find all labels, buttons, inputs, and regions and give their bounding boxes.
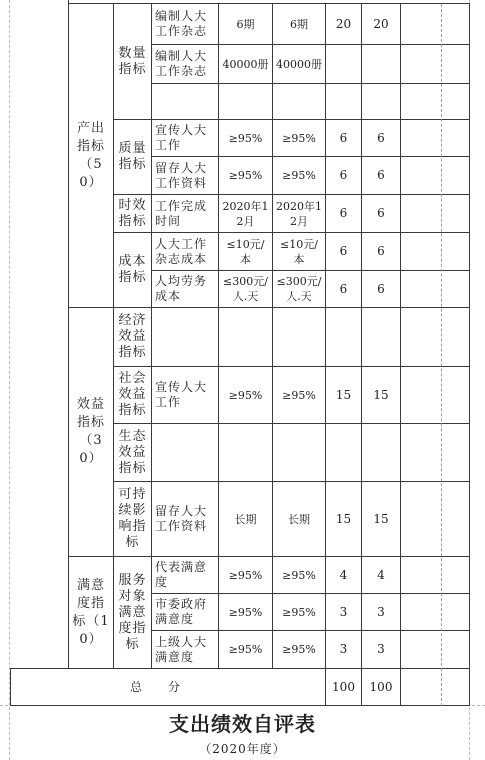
total-weight-text: 100 <box>332 679 355 694</box>
row-15-score <box>361 630 401 669</box>
row-5-remark <box>400 156 470 195</box>
total-score-text: 100 <box>369 679 393 694</box>
sub-cost-text: 成本指标 <box>118 254 147 285</box>
row-10-weight-text: 15 <box>335 387 352 402</box>
row-10-actual-text: ≥95% <box>282 388 316 402</box>
sub-quality <box>113 119 152 195</box>
row-8-actual-text: ≤300元/人.天 <box>276 275 322 303</box>
row-8-remark <box>400 270 470 308</box>
sub-time <box>113 194 152 233</box>
row-8-weight-text: 6 <box>339 281 348 296</box>
row-3-score <box>361 83 401 120</box>
row-10-score <box>361 366 401 424</box>
row-6-remark <box>400 194 470 233</box>
sub-quality-text: 质量指标 <box>118 141 147 172</box>
row-14-name-text: 市委政府满意度 <box>155 597 208 626</box>
total-remark <box>400 668 470 706</box>
row-15-weight <box>325 630 362 669</box>
row-4-actual <box>272 119 326 157</box>
row-2-remark <box>400 44 470 84</box>
row-4-score-text: 6 <box>377 130 385 145</box>
row-6-name-text: 工作完成时间 <box>155 198 208 228</box>
row-2-actual <box>272 44 326 84</box>
row-14-remark <box>400 593 470 631</box>
row-12-target-text: 长期 <box>234 512 257 526</box>
row-8-name <box>151 270 219 308</box>
row-14-target <box>218 593 273 631</box>
row-1-weight-text: 20 <box>335 16 352 31</box>
row-1-remark <box>400 3 470 45</box>
row-3-name <box>151 83 219 120</box>
row-6-target-text: 2020年12月 <box>222 199 269 228</box>
row-1-score-text: 20 <box>373 16 389 31</box>
row-15-score-text: 3 <box>377 642 385 656</box>
row-13-target-text: ≥95% <box>228 568 263 582</box>
row-4-weight-text: 6 <box>339 130 348 145</box>
row-11-score <box>361 423 401 482</box>
row-6-name <box>151 194 219 233</box>
row-10-actual <box>272 366 326 424</box>
row-14-name <box>151 593 219 631</box>
row-9-score <box>361 307 401 367</box>
row-9-remark <box>400 307 470 367</box>
row-8-actual <box>272 270 326 308</box>
row-6-score-text: 6 <box>377 206 385 220</box>
row-7-weight <box>325 232 362 271</box>
row-4-name-text: 宣传人大工作 <box>155 123 208 152</box>
row-9-name <box>151 307 219 367</box>
row-1-target-text: 6期 <box>236 17 255 31</box>
row-2-target-text: 40000册 <box>222 57 269 71</box>
row-13-actual <box>272 556 326 594</box>
row-12-score <box>361 481 401 557</box>
row-3-target <box>218 83 273 120</box>
row-15-name <box>151 630 219 669</box>
row-7-target <box>218 232 273 271</box>
row-4-target-text: ≥95% <box>228 131 263 145</box>
group-output-text: 产出指标（50） <box>76 120 105 190</box>
row-6-weight <box>325 194 362 233</box>
row-15-target <box>218 630 273 669</box>
row-6-actual-text: 2020年12月 <box>276 199 322 228</box>
row-10-remark <box>400 366 470 424</box>
row-8-score <box>361 270 401 308</box>
sub-ecological-text: 生态效益指标 <box>118 428 147 476</box>
row-7-actual <box>272 232 326 271</box>
sub-economic <box>113 307 152 367</box>
sub-quantity <box>113 3 152 120</box>
row-9-target <box>218 307 273 367</box>
row-5-score <box>361 156 401 195</box>
sub-social <box>113 366 152 424</box>
sub-sustainable-text: 可持续影响指标 <box>118 487 147 550</box>
row-11-remark <box>400 423 470 482</box>
row-12-target <box>218 481 273 557</box>
row-7-name <box>151 232 219 271</box>
row-7-score-text: 6 <box>377 244 385 258</box>
document-subtitle: （2020年度） <box>199 742 286 756</box>
row-15-actual <box>272 630 326 669</box>
row-8-target <box>218 270 273 308</box>
row-9-weight <box>325 307 362 367</box>
row-5-target <box>218 156 273 195</box>
sub-cost <box>113 232 152 308</box>
row-10-name-text: 宣传人大工作 <box>155 380 208 409</box>
sub-ecological <box>113 423 152 482</box>
row-4-score <box>361 119 401 157</box>
row-10-target-text: ≥95% <box>228 388 263 402</box>
row-11-target <box>218 423 273 482</box>
total-weight <box>325 668 362 706</box>
row-8-weight <box>325 270 362 308</box>
row-12-name <box>151 481 219 557</box>
row-13-target <box>218 556 273 594</box>
row-5-actual <box>272 156 326 195</box>
row-4-target <box>218 119 273 157</box>
row-8-name-text: 人均劳务成本 <box>155 274 208 303</box>
row-11-actual <box>272 423 326 482</box>
row-6-target <box>218 194 273 233</box>
total-label-text: 总分 <box>129 679 206 694</box>
row-6-score <box>361 194 401 233</box>
row-7-actual-text: ≤10元/本 <box>280 237 318 266</box>
row-2-weight <box>325 44 362 84</box>
row-5-score-text: 6 <box>377 168 385 182</box>
row-3-remark <box>400 83 470 120</box>
row-12-score-text: 15 <box>373 511 389 526</box>
row-4-name <box>151 119 219 157</box>
row-10-name <box>151 366 219 424</box>
row-10-score-text: 15 <box>373 387 389 402</box>
row-8-score-text: 6 <box>377 281 385 296</box>
row-4-weight <box>325 119 362 157</box>
row-11-name <box>151 423 219 482</box>
group-benefit <box>68 307 114 557</box>
row-2-score <box>361 44 401 84</box>
row-5-name-text: 留存人大工作资料 <box>155 160 208 190</box>
group-benefit-text: 效益指标（30） <box>76 397 105 466</box>
row-12-weight <box>325 481 362 557</box>
row-13-weight-text: 4 <box>339 567 348 582</box>
row-5-weight <box>325 156 362 195</box>
row-7-weight-text: 6 <box>339 244 348 258</box>
total-score <box>361 668 401 706</box>
row-15-actual-text: ≥95% <box>282 643 316 656</box>
row-12-weight-text: 15 <box>335 511 352 526</box>
row-12-actual <box>272 481 326 557</box>
row-9-actual <box>272 307 326 367</box>
row-14-actual <box>272 593 326 631</box>
row-13-remark <box>400 556 470 594</box>
group-satisfaction <box>68 556 114 669</box>
row-11-weight <box>325 423 362 482</box>
row-8-target-text: ≤300元/人.天 <box>223 275 268 303</box>
row-2-name <box>151 44 219 84</box>
row-15-remark <box>400 630 470 669</box>
row-12-name-text: 留存人大工作资料 <box>155 504 208 533</box>
row-1-name <box>151 3 219 45</box>
row-14-actual-text: ≥95% <box>282 605 316 619</box>
remark-guide-line <box>441 4 442 706</box>
group-satisfaction-text: 满意度指标（10） <box>72 577 110 647</box>
row-13-score <box>361 556 401 594</box>
row-7-name-text: 人大工作杂志成本 <box>155 236 208 266</box>
sub-time-text: 时效指标 <box>118 197 147 229</box>
row-4-remark <box>400 119 470 157</box>
row-1-name-text: 编制人大工作杂志 <box>155 9 208 38</box>
total-label <box>10 668 326 706</box>
row-1-score <box>361 3 401 45</box>
sub-service <box>113 556 152 669</box>
group-output <box>68 3 114 308</box>
left-margin-frame <box>10 0 69 669</box>
sub-sustainable <box>113 481 152 557</box>
row-3-weight <box>325 83 362 120</box>
row-2-name-text: 编制人大工作杂志 <box>155 49 208 78</box>
row-12-remark <box>400 481 470 557</box>
row-1-target <box>218 3 273 45</box>
row-13-name-text: 代表满意度 <box>155 560 208 589</box>
row-13-name <box>151 556 219 594</box>
row-14-score <box>361 593 401 631</box>
sub-social-text: 社会效益指标 <box>118 371 147 418</box>
document-title: 支出绩效自评表 <box>169 712 316 736</box>
row-14-weight-text: 3 <box>339 604 348 619</box>
row-13-weight <box>325 556 362 594</box>
sub-service-text: 服务对象满意度指标 <box>118 572 147 652</box>
row-15-weight-text: 3 <box>339 642 348 656</box>
row-12-actual-text: 长期 <box>288 512 310 526</box>
row-1-actual-text: 6期 <box>290 17 308 31</box>
sub-quantity-text: 数量指标 <box>118 45 147 77</box>
row-10-target <box>218 366 273 424</box>
row-4-actual-text: ≥95% <box>282 131 316 145</box>
row-2-actual-text: 40000册 <box>276 57 322 71</box>
row-5-name <box>151 156 219 195</box>
row-6-actual <box>272 194 326 233</box>
row-5-weight-text: 6 <box>339 168 348 182</box>
row-13-score-text: 4 <box>377 567 385 582</box>
sub-economic-text: 经济效益指标 <box>118 313 147 360</box>
row-5-actual-text: ≥95% <box>282 169 316 182</box>
row-13-actual-text: ≥95% <box>282 568 316 582</box>
row-3-actual <box>272 83 326 120</box>
row-5-target-text: ≥95% <box>228 169 263 182</box>
row-7-remark <box>400 232 470 271</box>
row-14-score-text: 3 <box>377 604 385 619</box>
row-7-target-text: ≤10元/本 <box>226 237 265 266</box>
row-1-actual <box>272 3 326 45</box>
row-1-weight <box>325 3 362 45</box>
row-14-target-text: ≥95% <box>228 605 263 619</box>
row-7-score <box>361 232 401 271</box>
row-15-target-text: ≥95% <box>228 643 263 656</box>
row-6-weight-text: 6 <box>339 206 348 220</box>
row-10-weight <box>325 366 362 424</box>
row-15-name-text: 上级人大满意度 <box>155 634 208 664</box>
row-14-weight <box>325 593 362 631</box>
row-2-target <box>218 44 273 84</box>
